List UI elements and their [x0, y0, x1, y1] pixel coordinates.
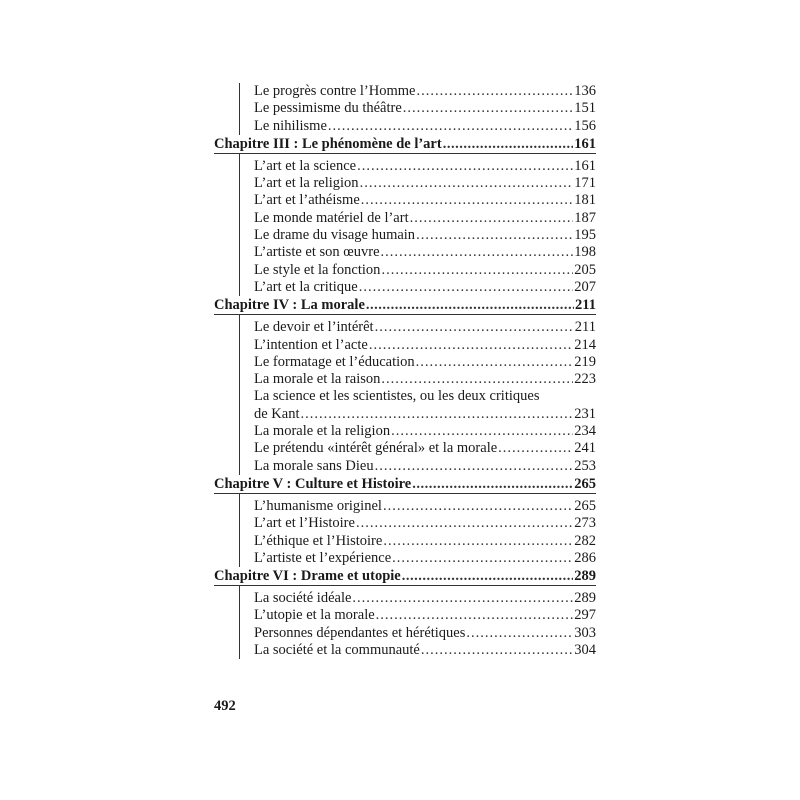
toc-entry-page: 273 — [574, 515, 596, 532]
toc-entry-title: Le monde matériel de l’art — [254, 209, 409, 226]
chapter-heading — [214, 567, 596, 586]
toc-entry — [254, 458, 596, 475]
chapter-page: 265 — [574, 475, 596, 492]
dot-leader — [381, 244, 574, 261]
chapter-heading — [214, 135, 596, 154]
dot-leader — [375, 458, 574, 475]
toc-entry — [254, 550, 596, 567]
toc-entry-title: Le style et la fonction — [254, 261, 381, 278]
toc-entry-page: 303 — [574, 624, 596, 641]
page-number: 492 — [214, 698, 236, 714]
chapter-heading — [214, 475, 596, 494]
chapter-title: Chapitre VI : Drame et utopie — [214, 568, 401, 585]
toc-entry — [254, 625, 596, 642]
toc-entry — [254, 498, 596, 515]
toc-entry-page: 161 — [574, 157, 596, 174]
toc-entry — [254, 175, 596, 192]
dot-leader — [402, 567, 574, 586]
toc-entry — [254, 354, 596, 371]
chapter-title: Chapitre III : Le phénomène de l’art — [214, 135, 442, 152]
chapters-container — [214, 135, 596, 659]
toc-entry-page: 156 — [574, 117, 596, 134]
toc-entry — [254, 244, 596, 261]
toc-entry-page: 253 — [574, 457, 596, 474]
toc-entry-page: 151 — [574, 100, 596, 117]
toc-entry-page: 304 — [574, 642, 596, 659]
toc-entry-title: L’utopie et la morale — [254, 607, 375, 624]
toc-entry-title: L’humanisme originel — [254, 497, 382, 514]
dot-leader — [403, 100, 573, 117]
toc-entry-page: 187 — [574, 209, 596, 226]
toc-entry-title: Le pessimisme du théâtre — [254, 100, 402, 117]
dot-leader — [381, 262, 573, 279]
chapter-title: Chapitre IV : La morale — [214, 297, 365, 314]
section-group — [239, 494, 596, 567]
dot-leader — [410, 210, 574, 227]
toc-entry-page: 211 — [574, 319, 596, 336]
dot-leader — [328, 118, 573, 135]
toc-entry-page: 234 — [574, 423, 596, 440]
toc-entry-title: Le nihilisme — [254, 117, 327, 134]
toc-entry-title: La société idéale — [254, 590, 352, 607]
dot-leader — [443, 135, 574, 154]
dot-leader — [375, 319, 574, 336]
toc-entry-title-continuation: de Kant — [254, 405, 300, 422]
toc-entry-title: Le progrès contre l’Homme — [254, 83, 416, 99]
toc-entry-title: L’artiste et son œuvre — [254, 244, 380, 261]
dot-leader — [421, 642, 573, 659]
toc-entry-page: 223 — [574, 371, 596, 388]
dot-leader — [356, 515, 573, 532]
dot-leader — [383, 533, 573, 550]
toc-entry-page: 136 — [574, 83, 596, 99]
chapter-page: 211 — [575, 297, 596, 314]
dot-leader — [416, 83, 573, 100]
toc-entry-page: 219 — [574, 353, 596, 370]
toc-entry — [254, 319, 596, 336]
dot-leader — [416, 354, 574, 371]
dot-leader — [391, 423, 573, 440]
toc-entry-page: 297 — [574, 607, 596, 624]
toc-entry-title: La morale et la raison — [254, 371, 381, 388]
toc-entry-page: 195 — [574, 227, 596, 244]
dot-leader — [498, 440, 573, 457]
toc-entry — [254, 440, 596, 457]
dot-leader — [301, 406, 574, 423]
toc-entry-title: L’artiste et l’expérience — [254, 549, 392, 566]
dot-leader — [412, 475, 573, 494]
toc-entry — [254, 210, 596, 227]
toc-entry-title: L’intention et l’acte — [254, 336, 368, 353]
toc-entry-page: 198 — [574, 244, 596, 261]
toc-entry-title: Le devoir et l’intérêt — [254, 319, 374, 336]
dot-leader — [360, 175, 574, 192]
chapter-heading — [214, 296, 596, 315]
section-group — [239, 586, 596, 659]
toc-entry-page: 205 — [574, 261, 596, 278]
toc-entry-title: Le drame du visage humain — [254, 227, 416, 244]
toc-entry-title: L’éthique et l’Histoire — [254, 532, 383, 549]
dot-leader — [392, 550, 573, 567]
toc-entry-page: 214 — [574, 336, 596, 353]
toc-entry — [254, 262, 596, 279]
toc-entry-title: L’art et l’Histoire — [254, 515, 355, 532]
dot-leader — [383, 498, 573, 515]
dot-leader — [369, 337, 573, 354]
section-group — [239, 83, 596, 135]
toc-entry-page: 241 — [574, 440, 596, 457]
toc-entry-title: Le prétendu «intérêt général» et la morale — [254, 440, 498, 457]
toc-entry — [254, 642, 596, 659]
toc-entry — [254, 590, 596, 607]
dot-leader — [359, 279, 574, 296]
toc-entry — [254, 515, 596, 532]
toc-entry — [254, 83, 596, 100]
table-of-contents — [214, 83, 596, 659]
toc-entry-title: Le formatage et l’éducation — [254, 353, 415, 370]
toc-entry — [254, 388, 596, 423]
dot-leader — [357, 158, 573, 175]
toc-entry-title: L’art et la critique — [254, 278, 358, 295]
dot-leader — [376, 607, 574, 624]
toc-entry — [254, 192, 596, 209]
toc-entry — [254, 118, 596, 135]
toc-entry-title: L’art et la science — [254, 157, 357, 174]
toc-entry-title: La science et les scientistes, ou les deux critiques — [254, 388, 540, 405]
section-group — [239, 154, 596, 296]
toc-entry — [254, 607, 596, 624]
toc-entry — [254, 371, 596, 388]
toc-entry-page: 207 — [574, 278, 596, 295]
dot-leader — [352, 590, 573, 607]
toc-entry-page: 282 — [574, 532, 596, 549]
toc-entry-title: La morale sans Dieu — [254, 457, 374, 474]
toc-entry-title: L’art et l’athéisme — [254, 192, 360, 209]
toc-entry — [254, 337, 596, 354]
dot-leader — [381, 371, 573, 388]
chapter-page: 289 — [574, 568, 596, 585]
toc-entry — [254, 279, 596, 296]
toc-entry-title: La morale et la religion — [254, 423, 391, 440]
toc-entry — [254, 533, 596, 550]
toc-entry — [254, 423, 596, 440]
section-group — [239, 315, 596, 475]
toc-entry-page: 171 — [574, 175, 596, 192]
toc-entry-page: 286 — [574, 549, 596, 566]
toc-entry-page: 181 — [574, 192, 596, 209]
toc-entry-title: La société et la communauté — [254, 642, 420, 659]
chapter-title: Chapitre V : Culture et Histoire — [214, 475, 412, 492]
toc-entry — [254, 158, 596, 175]
toc-entry-page: 265 — [574, 497, 596, 514]
dot-leader — [366, 296, 574, 315]
toc-entry-title: L’art et la religion — [254, 175, 359, 192]
dot-leader — [361, 192, 573, 209]
dot-leader — [416, 227, 573, 244]
chapter-page: 161 — [574, 135, 596, 152]
toc-entry — [254, 227, 596, 244]
toc-entry-page: 231 — [574, 405, 596, 422]
toc-entry — [254, 100, 596, 117]
dot-leader — [466, 625, 573, 642]
toc-entry-title: Personnes dépendantes et hérétiques — [254, 624, 466, 641]
toc-entry-page: 289 — [574, 590, 596, 607]
